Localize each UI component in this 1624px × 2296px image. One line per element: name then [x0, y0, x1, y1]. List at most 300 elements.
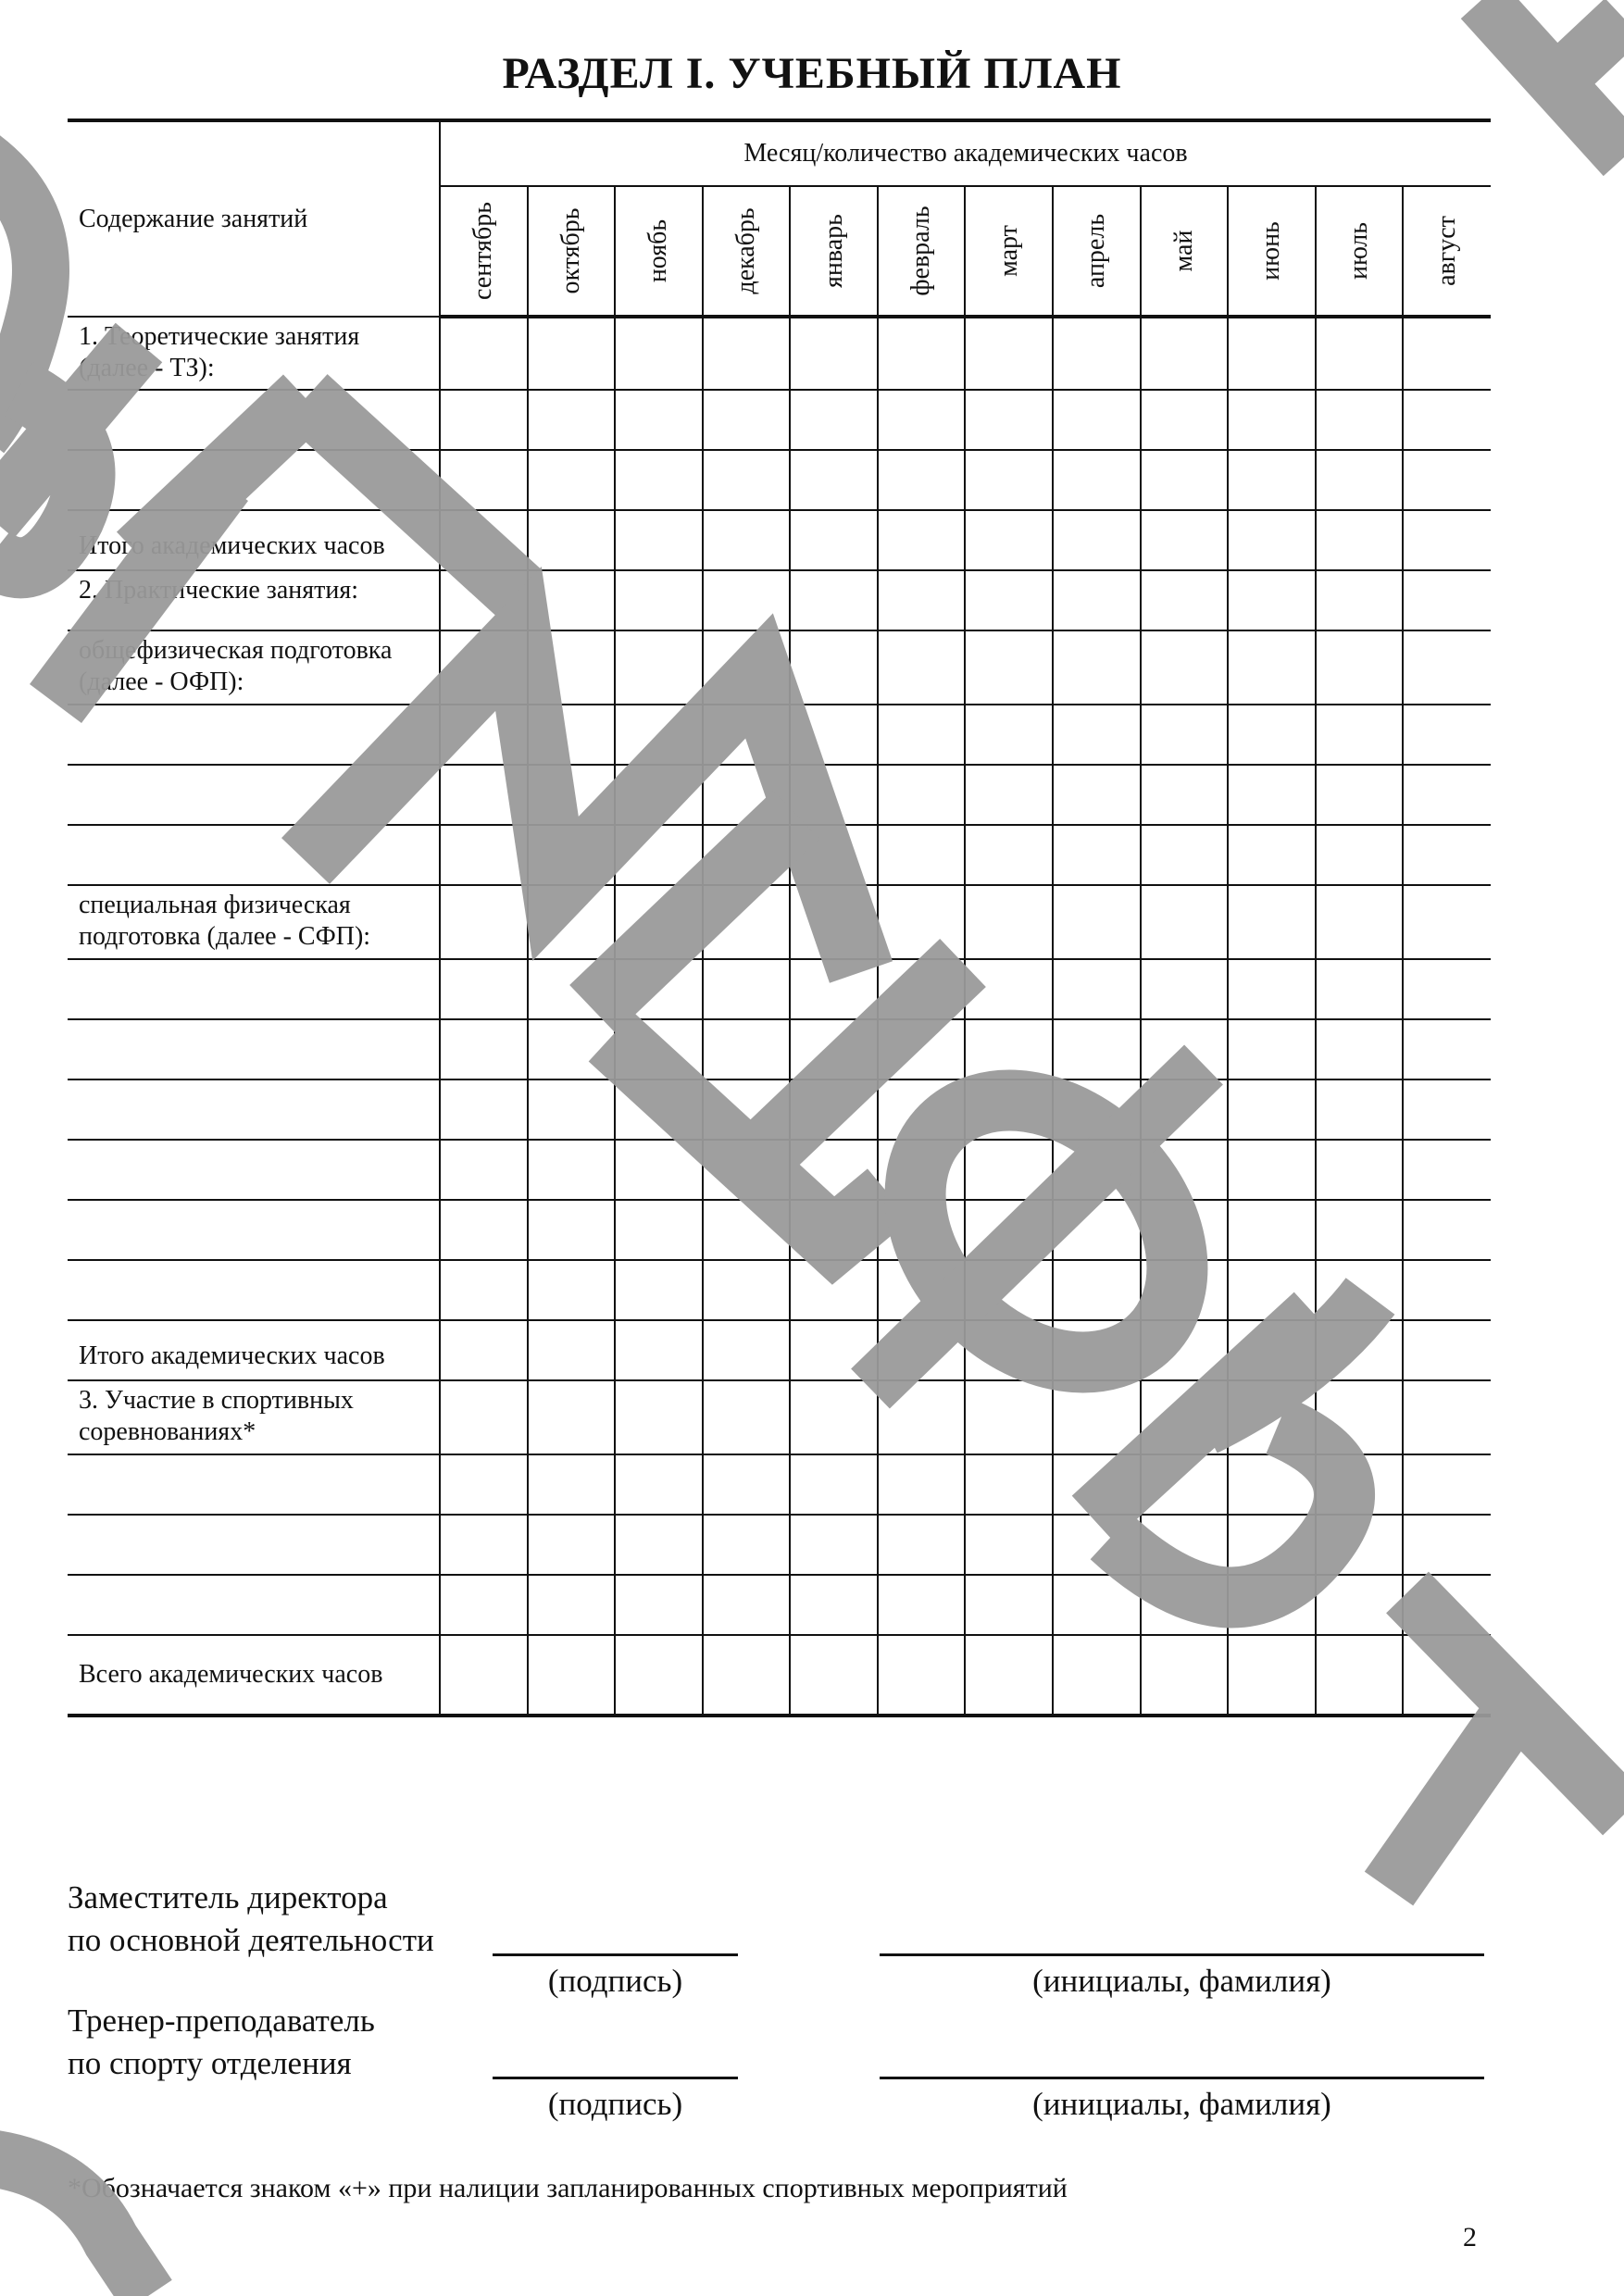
hours-cell[interactable] [1053, 1140, 1141, 1200]
hours-cell[interactable] [528, 450, 616, 510]
hours-cell[interactable] [703, 959, 791, 1019]
row-label-blank[interactable] [68, 1200, 440, 1260]
trainer-signature-line[interactable] [493, 2077, 738, 2079]
hours-cell[interactable] [1316, 885, 1404, 959]
hours-cell[interactable] [615, 1575, 703, 1635]
hours-cell[interactable] [528, 317, 616, 390]
hours-cell[interactable] [965, 1019, 1053, 1079]
hours-cell[interactable] [703, 1635, 791, 1716]
hours-cell[interactable] [878, 1454, 966, 1515]
hours-cell[interactable] [1053, 1200, 1141, 1260]
table-row [68, 1380, 1491, 1454]
hours-cell[interactable] [790, 1635, 878, 1716]
hours-cell[interactable] [1228, 1260, 1316, 1320]
month-label: июль [1344, 222, 1374, 280]
hours-cell[interactable] [1316, 1635, 1404, 1716]
hours-cell[interactable] [790, 1380, 878, 1454]
deputy-signature-caption: (подпись) [547, 1963, 683, 1999]
row-label-blank[interactable] [68, 1260, 440, 1320]
hours-cell[interactable] [615, 630, 703, 705]
hours-cell[interactable] [1053, 1320, 1141, 1380]
hours-cell[interactable] [1403, 1454, 1491, 1515]
hours-cell[interactable] [1403, 885, 1491, 959]
hours-cell[interactable] [440, 1260, 528, 1320]
hours-cell[interactable] [1141, 570, 1229, 630]
month-label: февраль [906, 206, 936, 296]
hours-cell[interactable] [1141, 959, 1229, 1019]
hours-cell[interactable] [1228, 630, 1316, 705]
hours-cell[interactable] [878, 1515, 966, 1575]
hours-cell[interactable] [703, 630, 791, 705]
hours-cell[interactable] [790, 630, 878, 705]
hours-cell[interactable] [528, 1515, 616, 1575]
row-label: Итого академических часов [68, 510, 440, 570]
hours-cell[interactable] [965, 885, 1053, 959]
hours-cell[interactable] [615, 317, 703, 390]
hours-cell[interactable] [615, 1320, 703, 1380]
hours-cell[interactable] [790, 705, 878, 765]
hours-cell[interactable] [440, 1635, 528, 1716]
hours-cell[interactable] [1053, 1079, 1141, 1140]
hours-cell[interactable] [440, 765, 528, 825]
hours-cell[interactable] [965, 765, 1053, 825]
hours-cell[interactable] [703, 1079, 791, 1140]
hours-cell[interactable] [1403, 1079, 1491, 1140]
hours-cell[interactable] [965, 825, 1053, 885]
hours-cell[interactable] [1403, 765, 1491, 825]
hours-cell[interactable] [703, 1380, 791, 1454]
hours-cell[interactable] [440, 1515, 528, 1575]
hours-cell[interactable] [1403, 630, 1491, 705]
hours-cell[interactable] [703, 390, 791, 450]
hours-cell[interactable] [1141, 825, 1229, 885]
hours-cell[interactable] [440, 1575, 528, 1635]
hours-cell[interactable] [965, 1380, 1053, 1454]
hours-cell[interactable] [965, 1454, 1053, 1515]
hours-cell[interactable] [528, 1079, 616, 1140]
hours-cell[interactable] [790, 1575, 878, 1635]
hours-cell[interactable] [790, 765, 878, 825]
hours-cell[interactable] [703, 510, 791, 570]
hours-cell[interactable] [1316, 1380, 1404, 1454]
hours-cell[interactable] [1141, 1515, 1229, 1575]
hours-cell[interactable] [1141, 1380, 1229, 1454]
hours-cell[interactable] [1316, 1260, 1404, 1320]
hours-cell[interactable] [1228, 1200, 1316, 1260]
hours-cell[interactable] [1228, 705, 1316, 765]
hours-cell[interactable] [1403, 317, 1491, 390]
hours-cell[interactable] [615, 1140, 703, 1200]
deputy-label-line2: по основной деятельности [68, 1922, 434, 1958]
hours-cell[interactable] [965, 705, 1053, 765]
hours-cell[interactable] [703, 1575, 791, 1635]
hours-cell[interactable] [1316, 1019, 1404, 1079]
hours-cell[interactable] [703, 1140, 791, 1200]
row-label-blank[interactable] [68, 1140, 440, 1200]
hours-cell[interactable] [878, 1260, 966, 1320]
hours-cell[interactable] [440, 390, 528, 450]
hours-cell[interactable] [790, 1515, 878, 1575]
hours-cell[interactable] [878, 390, 966, 450]
hours-cell[interactable] [703, 1019, 791, 1079]
hours-cell[interactable] [1316, 1200, 1404, 1260]
hours-cell[interactable] [878, 450, 966, 510]
hours-cell[interactable] [440, 885, 528, 959]
hours-cell[interactable] [1403, 1515, 1491, 1575]
hours-cell[interactable] [1141, 1079, 1229, 1140]
hours-cell[interactable] [615, 1019, 703, 1079]
hours-cell[interactable] [440, 510, 528, 570]
row-label-blank[interactable] [68, 825, 440, 885]
hours-cell[interactable] [528, 390, 616, 450]
hours-cell[interactable] [1403, 570, 1491, 630]
trainer-signature-caption: (подпись) [547, 2086, 683, 2122]
hours-cell[interactable] [1403, 1260, 1491, 1320]
deputy-name-line[interactable] [880, 1953, 1484, 1956]
hours-cell[interactable] [528, 1140, 616, 1200]
hours-cell[interactable] [878, 959, 966, 1019]
hours-cell[interactable] [440, 1454, 528, 1515]
hours-cell[interactable] [965, 1200, 1053, 1260]
hours-cell[interactable] [1053, 705, 1141, 765]
hours-cell[interactable] [1228, 1079, 1316, 1140]
hours-cell[interactable] [1228, 825, 1316, 885]
hours-cell[interactable] [1053, 1260, 1141, 1320]
hours-cell[interactable] [1141, 705, 1229, 765]
hours-cell[interactable] [1403, 825, 1491, 885]
hours-cell[interactable] [1141, 390, 1229, 450]
hours-cell[interactable] [878, 765, 966, 825]
hours-cell[interactable] [703, 765, 791, 825]
hours-cell[interactable] [1403, 1140, 1491, 1200]
hours-cell[interactable] [1316, 959, 1404, 1019]
hours-cell[interactable] [615, 1515, 703, 1575]
hours-cell[interactable] [1403, 510, 1491, 570]
hours-cell[interactable] [1053, 570, 1141, 630]
deputy-name-caption: (инициалы, фамилия) [1032, 1963, 1331, 1999]
hours-cell[interactable] [1316, 1140, 1404, 1200]
hours-cell[interactable] [615, 885, 703, 959]
hours-cell[interactable] [1141, 1320, 1229, 1380]
hours-cell[interactable] [1403, 1575, 1491, 1635]
row-label-blank[interactable] [68, 450, 440, 510]
hours-cell[interactable] [965, 1320, 1053, 1380]
page-number: 2 [1463, 2222, 1477, 2252]
hours-cell[interactable] [528, 1019, 616, 1079]
hours-cell[interactable] [440, 1019, 528, 1079]
hours-cell[interactable] [790, 1079, 878, 1140]
hours-cell[interactable] [878, 570, 966, 630]
hours-cell[interactable] [615, 705, 703, 765]
hours-cell[interactable] [1053, 825, 1141, 885]
hours-cell[interactable] [1228, 450, 1316, 510]
hours-cell[interactable] [440, 1200, 528, 1260]
table-row [68, 1454, 1491, 1515]
row-label-blank[interactable] [68, 1515, 440, 1575]
hours-cell[interactable] [1403, 1380, 1491, 1454]
hours-cell[interactable] [528, 885, 616, 959]
hours-cell[interactable] [1228, 1140, 1316, 1200]
hours-cell[interactable] [1141, 630, 1229, 705]
hours-cell[interactable] [1228, 510, 1316, 570]
hours-cell[interactable] [703, 825, 791, 885]
hours-cell[interactable] [965, 1515, 1053, 1575]
hours-cell[interactable] [1228, 1320, 1316, 1380]
row-label-blank[interactable] [68, 705, 440, 765]
hours-cell[interactable] [1316, 705, 1404, 765]
hours-cell[interactable] [1316, 1515, 1404, 1575]
hours-cell[interactable] [1403, 705, 1491, 765]
hours-cell[interactable] [1141, 1019, 1229, 1079]
hours-cell[interactable] [878, 1380, 966, 1454]
hours-cell[interactable] [1403, 1019, 1491, 1079]
hours-cell[interactable] [528, 825, 616, 885]
hours-cell[interactable] [878, 1019, 966, 1079]
hours-cell[interactable] [1053, 1635, 1141, 1716]
hours-cell[interactable] [965, 1635, 1053, 1716]
hours-cell[interactable] [1053, 630, 1141, 705]
hours-cell[interactable] [440, 1140, 528, 1200]
row-label: специальная физическая подготовка (далее - СФП): [68, 885, 440, 959]
hours-cell[interactable] [1403, 450, 1491, 510]
hours-cell[interactable] [1228, 390, 1316, 450]
hours-cell[interactable] [1141, 1635, 1229, 1716]
hours-cell[interactable] [703, 317, 791, 390]
hours-cell[interactable] [878, 885, 966, 959]
hours-cell[interactable] [615, 1200, 703, 1260]
hours-cell[interactable] [1053, 1575, 1141, 1635]
hours-cell[interactable] [528, 1200, 616, 1260]
hours-cell[interactable] [1403, 959, 1491, 1019]
hours-cell[interactable] [965, 1575, 1053, 1635]
hours-cell[interactable] [1228, 1635, 1316, 1716]
row-label-blank[interactable] [68, 1575, 440, 1635]
hours-cell[interactable] [440, 450, 528, 510]
row-label-blank[interactable] [68, 959, 440, 1019]
hours-cell[interactable] [615, 765, 703, 825]
hours-cell[interactable] [965, 1079, 1053, 1140]
hours-cell[interactable] [440, 1079, 528, 1140]
hours-cell[interactable] [1228, 765, 1316, 825]
hours-cell[interactable] [703, 1200, 791, 1260]
hours-cell[interactable] [790, 570, 878, 630]
hours-cell[interactable] [1403, 1635, 1491, 1716]
hours-cell[interactable] [1053, 1380, 1141, 1454]
hours-cell[interactable] [1053, 765, 1141, 825]
hours-cell[interactable] [528, 1575, 616, 1635]
hours-cell[interactable] [878, 510, 966, 570]
hours-cell[interactable] [1316, 1079, 1404, 1140]
hours-cell[interactable] [790, 1320, 878, 1380]
hours-cell[interactable] [528, 765, 616, 825]
hours-cell[interactable] [615, 959, 703, 1019]
hours-cell[interactable] [528, 630, 616, 705]
deputy-signature-line[interactable] [493, 1953, 738, 1956]
hours-cell[interactable] [878, 705, 966, 765]
hours-cell[interactable] [528, 1380, 616, 1454]
hours-cell[interactable] [528, 705, 616, 765]
hours-cell[interactable] [965, 570, 1053, 630]
hours-cell[interactable] [1403, 1200, 1491, 1260]
hours-cell[interactable] [965, 1260, 1053, 1320]
hours-cell[interactable] [528, 1260, 616, 1320]
hours-cell[interactable] [790, 1454, 878, 1515]
hours-cell[interactable] [703, 1320, 791, 1380]
trainer-name-line[interactable] [880, 2077, 1484, 2079]
hours-cell[interactable] [528, 510, 616, 570]
hours-cell[interactable] [878, 1320, 966, 1380]
hours-cell[interactable] [1316, 570, 1404, 630]
hours-cell[interactable] [1228, 1515, 1316, 1575]
row-label-blank[interactable] [68, 1454, 440, 1515]
hours-cell[interactable] [440, 570, 528, 630]
hours-cell[interactable] [615, 825, 703, 885]
hours-cell[interactable] [1316, 510, 1404, 570]
hours-cell[interactable] [965, 390, 1053, 450]
hours-cell[interactable] [790, 1019, 878, 1079]
hours-cell[interactable] [1228, 1454, 1316, 1515]
hours-cell[interactable] [1053, 510, 1141, 570]
hours-cell[interactable] [790, 885, 878, 959]
hours-cell[interactable] [1141, 1454, 1229, 1515]
hours-cell[interactable] [878, 1200, 966, 1260]
hours-cell[interactable] [1316, 450, 1404, 510]
hours-cell[interactable] [528, 1454, 616, 1515]
hours-cell[interactable] [1228, 570, 1316, 630]
hours-cell[interactable] [1316, 825, 1404, 885]
hours-cell[interactable] [878, 1575, 966, 1635]
hours-cell[interactable] [965, 317, 1053, 390]
row-label-blank[interactable] [68, 1019, 440, 1079]
hours-cell[interactable] [703, 885, 791, 959]
hours-cell[interactable] [1053, 1515, 1141, 1575]
row-label-blank[interactable] [68, 765, 440, 825]
hours-cell[interactable] [1141, 1140, 1229, 1200]
hours-cell[interactable] [1316, 1320, 1404, 1380]
month-header-8 [1053, 186, 1141, 317]
hours-cell[interactable] [878, 630, 966, 705]
hours-cell[interactable] [1316, 317, 1404, 390]
hours-cell[interactable] [1141, 1575, 1229, 1635]
hours-cell[interactable] [440, 959, 528, 1019]
hours-cell[interactable] [528, 959, 616, 1019]
hours-cell[interactable] [1228, 959, 1316, 1019]
row-label-blank[interactable] [68, 390, 440, 450]
hours-cell[interactable] [615, 510, 703, 570]
hours-cell[interactable] [528, 570, 616, 630]
hours-cell[interactable] [440, 1380, 528, 1454]
hours-cell[interactable] [1141, 1260, 1229, 1320]
hours-cell[interactable] [440, 630, 528, 705]
hours-cell[interactable] [703, 1260, 791, 1320]
hours-cell[interactable] [1228, 1019, 1316, 1079]
hours-cell[interactable] [1053, 317, 1141, 390]
hours-cell[interactable] [965, 630, 1053, 705]
hours-cell[interactable] [1228, 1575, 1316, 1635]
hours-cell[interactable] [1403, 1320, 1491, 1380]
hours-cell[interactable] [965, 959, 1053, 1019]
hours-cell[interactable] [1228, 317, 1316, 390]
hours-cell[interactable] [1053, 1454, 1141, 1515]
hours-cell[interactable] [1141, 1200, 1229, 1260]
hours-cell[interactable] [615, 1635, 703, 1716]
hours-cell[interactable] [965, 510, 1053, 570]
hours-cell[interactable] [878, 317, 966, 390]
hours-cell[interactable] [1316, 1454, 1404, 1515]
hours-cell[interactable] [878, 1635, 966, 1716]
hours-cell[interactable] [1141, 317, 1229, 390]
hours-cell[interactable] [615, 450, 703, 510]
hours-cell[interactable] [1053, 959, 1141, 1019]
hours-cell[interactable] [1053, 450, 1141, 510]
hours-cell[interactable] [1141, 450, 1229, 510]
hours-cell[interactable] [790, 450, 878, 510]
hours-cell[interactable] [440, 1320, 528, 1380]
hours-cell[interactable] [1316, 765, 1404, 825]
hours-cell[interactable] [1316, 630, 1404, 705]
hours-cell[interactable] [1403, 390, 1491, 450]
hours-cell[interactable] [615, 570, 703, 630]
hours-cell[interactable] [790, 317, 878, 390]
hours-cell[interactable] [965, 1140, 1053, 1200]
hours-cell[interactable] [790, 390, 878, 450]
hours-cell[interactable] [1316, 1575, 1404, 1635]
hours-cell[interactable] [878, 825, 966, 885]
hours-cell[interactable] [528, 1635, 616, 1716]
hours-cell[interactable] [1141, 885, 1229, 959]
hours-cell[interactable] [965, 450, 1053, 510]
hours-cell[interactable] [703, 1515, 791, 1575]
page-title: РАЗДЕЛ I. УЧЕБНЫЙ ПЛАН [502, 49, 1122, 98]
month-label: январь [818, 214, 848, 288]
hours-cell[interactable] [1228, 1380, 1316, 1454]
hours-cell[interactable] [790, 1260, 878, 1320]
hours-cell[interactable] [1053, 390, 1141, 450]
hours-cell[interactable] [440, 825, 528, 885]
hours-cell[interactable] [1316, 390, 1404, 450]
hours-cell[interactable] [1053, 885, 1141, 959]
hours-cell[interactable] [1141, 510, 1229, 570]
hours-cell[interactable] [703, 705, 791, 765]
hours-cell[interactable] [703, 450, 791, 510]
hours-cell[interactable] [1228, 885, 1316, 959]
hours-cell[interactable] [615, 1454, 703, 1515]
month-label: март [993, 225, 1023, 277]
hours-cell[interactable] [703, 570, 791, 630]
hours-cell[interactable] [790, 1200, 878, 1260]
hours-cell[interactable] [878, 1079, 966, 1140]
hours-cell[interactable] [878, 1140, 966, 1200]
hours-cell[interactable] [440, 317, 528, 390]
hours-cell[interactable] [615, 1380, 703, 1454]
hours-cell[interactable] [440, 705, 528, 765]
hours-cell[interactable] [790, 825, 878, 885]
hours-cell[interactable] [790, 1140, 878, 1200]
hours-cell[interactable] [615, 1260, 703, 1320]
trainer-name-caption: (инициалы, фамилия) [1032, 2086, 1331, 2122]
hours-cell[interactable] [790, 510, 878, 570]
row-label-blank[interactable] [68, 1079, 440, 1140]
hours-cell[interactable] [1053, 1019, 1141, 1079]
table-row [68, 825, 1491, 885]
hours-cell[interactable] [703, 1454, 791, 1515]
hours-cell[interactable] [790, 959, 878, 1019]
hours-cell[interactable] [615, 1079, 703, 1140]
hours-cell[interactable] [615, 390, 703, 450]
hours-cell[interactable] [528, 1320, 616, 1380]
month-label: ноябь [643, 218, 673, 283]
hours-cell[interactable] [1141, 765, 1229, 825]
